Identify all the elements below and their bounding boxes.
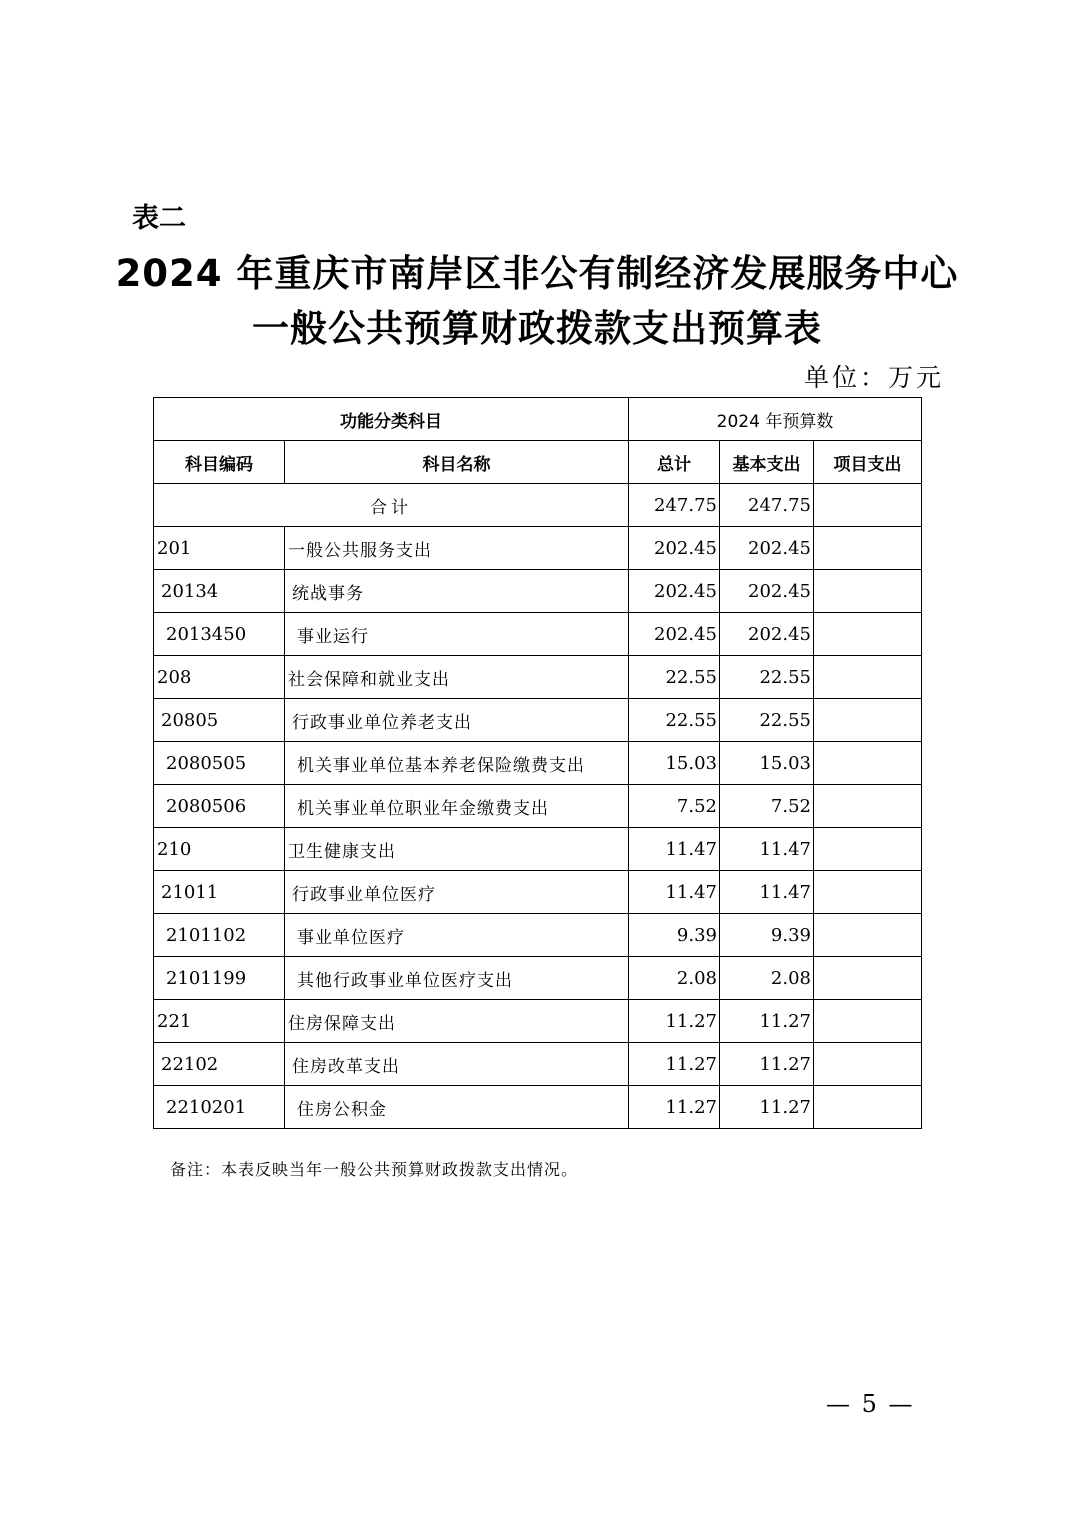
row-code: 2101199	[154, 957, 285, 1000]
total-project	[814, 484, 922, 527]
row-total: 202.45	[629, 613, 720, 656]
row-name: 一般公共服务支出	[285, 527, 629, 570]
table-row	[154, 871, 922, 914]
row-total: 2.08	[629, 957, 720, 1000]
row-total: 11.47	[629, 871, 720, 914]
row-project	[814, 957, 922, 1000]
table-row	[154, 1086, 922, 1129]
row-project	[814, 742, 922, 785]
row-project	[814, 1000, 922, 1043]
row-total: 11.27	[629, 1086, 720, 1129]
unit-label: 单位：万元	[803, 363, 944, 392]
table-label: 表二	[132, 203, 186, 234]
row-project	[814, 527, 922, 570]
row-name: 行政事业单位养老支出	[285, 699, 629, 742]
row-basic: 202.45	[720, 613, 814, 656]
row-name: 住房保障支出	[285, 1000, 629, 1043]
row-code: 20805	[154, 699, 285, 742]
row-project	[814, 570, 922, 613]
row-basic: 11.27	[720, 1043, 814, 1086]
row-basic: 15.03	[720, 742, 814, 785]
row-code: 221	[154, 1000, 285, 1043]
row-basic: 9.39	[720, 914, 814, 957]
table-body	[154, 484, 922, 1129]
table-row	[154, 1000, 922, 1043]
row-basic: 2.08	[720, 957, 814, 1000]
total-label: 合计	[154, 484, 629, 527]
table-row	[154, 1043, 922, 1086]
row-total: 22.55	[629, 656, 720, 699]
row-total: 11.47	[629, 828, 720, 871]
row-project	[814, 613, 922, 656]
row-basic: 202.45	[720, 527, 814, 570]
row-name: 住房公积金	[285, 1086, 629, 1129]
row-name: 事业单位医疗	[285, 914, 629, 957]
row-basic: 22.55	[720, 656, 814, 699]
page-title-line2: 一般公共预算财政拨款支出预算表	[252, 307, 822, 350]
row-name: 社会保障和就业支出	[285, 656, 629, 699]
row-project	[814, 828, 922, 871]
row-project	[814, 785, 922, 828]
row-code: 2101102	[154, 914, 285, 957]
row-name: 机关事业单位基本养老保险缴费支出	[285, 742, 629, 785]
row-name: 机关事业单位职业年金缴费支出	[285, 785, 629, 828]
page-title-line1: 2024 年重庆市南岸区非公有制经济发展服务中心	[115, 252, 959, 295]
table-row	[154, 570, 922, 613]
row-code: 2013450	[154, 613, 285, 656]
header-name: 科目名称	[285, 441, 629, 484]
page-number: — 5 —	[826, 1390, 915, 1418]
total-total: 247.75	[629, 484, 720, 527]
row-total: 9.39	[629, 914, 720, 957]
total-basic: 247.75	[720, 484, 814, 527]
row-code: 208	[154, 656, 285, 699]
row-project	[814, 656, 922, 699]
header-code: 科目编码	[154, 441, 285, 484]
table-row	[154, 656, 922, 699]
table-row	[154, 785, 922, 828]
row-code: 210	[154, 828, 285, 871]
row-project	[814, 699, 922, 742]
row-total: 15.03	[629, 742, 720, 785]
total-row	[154, 484, 922, 527]
table-row	[154, 527, 922, 570]
row-name: 卫生健康支出	[285, 828, 629, 871]
row-total: 7.52	[629, 785, 720, 828]
row-name: 其他行政事业单位医疗支出	[285, 957, 629, 1000]
header-total: 总计	[629, 441, 720, 484]
table-row	[154, 742, 922, 785]
header-row-columns	[154, 441, 922, 484]
row-basic: 11.47	[720, 828, 814, 871]
row-name: 事业运行	[285, 613, 629, 656]
row-basic: 7.52	[720, 785, 814, 828]
row-code: 2210201	[154, 1086, 285, 1129]
row-basic: 202.45	[720, 570, 814, 613]
row-project	[814, 914, 922, 957]
row-project	[814, 871, 922, 914]
header-basic: 基本支出	[720, 441, 814, 484]
header-row-group	[154, 398, 922, 441]
row-total: 11.27	[629, 1000, 720, 1043]
table-row	[154, 828, 922, 871]
table-row	[154, 914, 922, 957]
budget-table	[153, 397, 922, 1129]
row-code: 21011	[154, 871, 285, 914]
row-code: 20134	[154, 570, 285, 613]
row-basic: 22.55	[720, 699, 814, 742]
row-total: 202.45	[629, 527, 720, 570]
header-function-class: 功能分类科目	[154, 398, 629, 441]
table-row	[154, 613, 922, 656]
row-basic: 11.27	[720, 1086, 814, 1129]
row-basic: 11.47	[720, 871, 814, 914]
row-name: 行政事业单位医疗	[285, 871, 629, 914]
row-code: 2080505	[154, 742, 285, 785]
row-name: 住房改革支出	[285, 1043, 629, 1086]
row-project	[814, 1043, 922, 1086]
header-project: 项目支出	[814, 441, 922, 484]
row-basic: 11.27	[720, 1000, 814, 1043]
row-name: 统战事务	[285, 570, 629, 613]
row-total: 202.45	[629, 570, 720, 613]
table-row	[154, 699, 922, 742]
row-project	[814, 1086, 922, 1129]
table-row	[154, 957, 922, 1000]
row-total: 11.27	[629, 1043, 720, 1086]
row-code: 22102	[154, 1043, 285, 1086]
row-code: 2080506	[154, 785, 285, 828]
footnote: 备注：本表反映当年一般公共预算财政拨款支出情况。	[170, 1160, 579, 1179]
header-budget-year: 2024 年预算数	[629, 398, 922, 441]
row-total: 22.55	[629, 699, 720, 742]
row-code: 201	[154, 527, 285, 570]
